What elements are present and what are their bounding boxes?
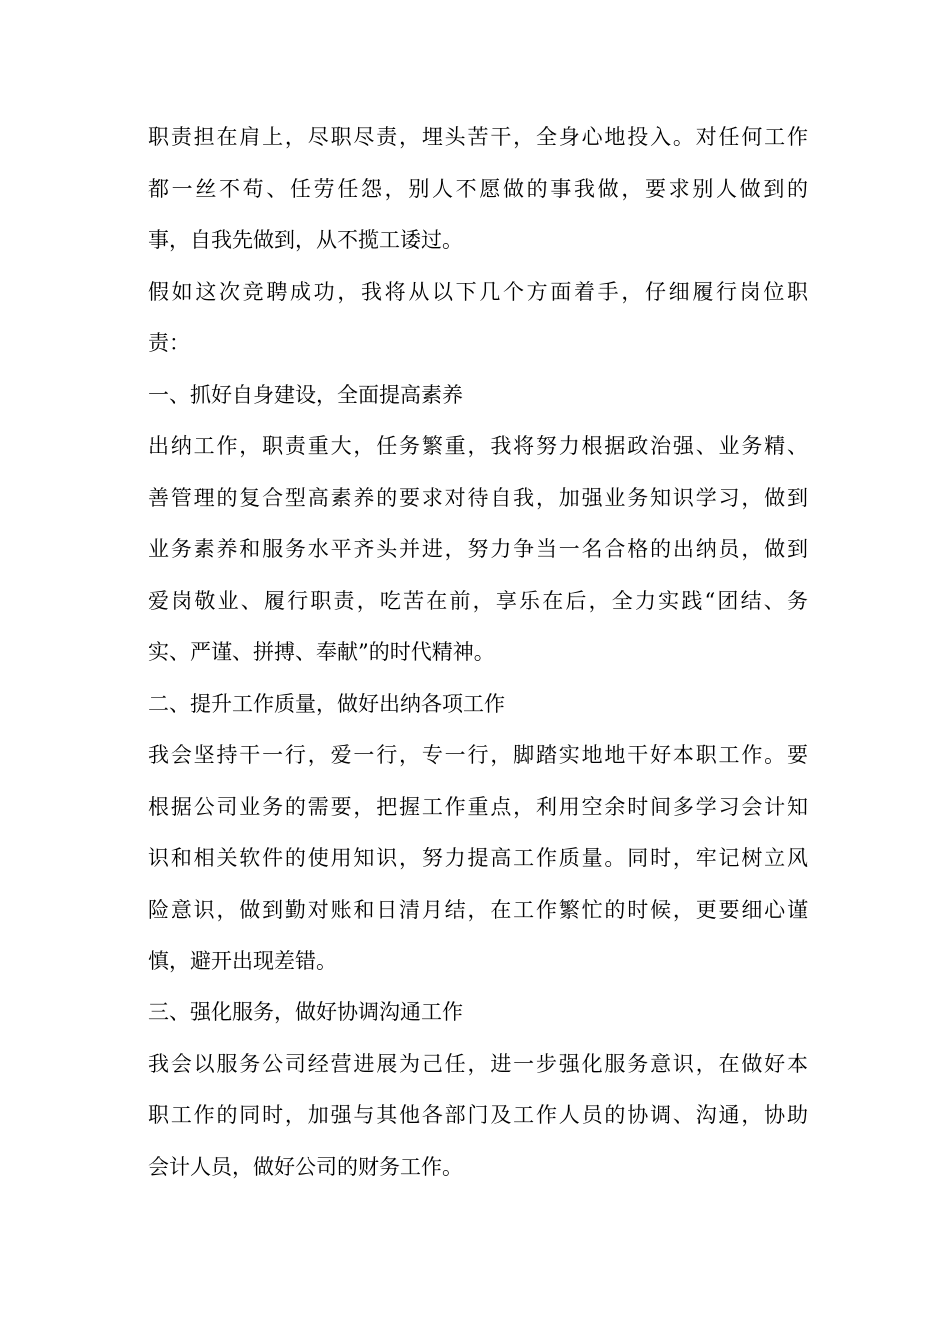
text-line: 事，自我先做到，从不揽工诿过。 (148, 228, 463, 252)
text-line: 爱岗敬业、履行职责，吃苦在前，享乐在后，全力实践“团结、务 (148, 589, 808, 613)
text-line: 善管理的复合型高素养的要求对待自我，加强业务知识学习，做到 (148, 486, 808, 510)
text-line: 责： (148, 331, 190, 355)
text-line: 险意识，做到勤对账和日清月结，在工作繁忙的时候，更要细心谨 (148, 898, 808, 922)
text-line: 职工作的同时，加强与其他各部门及工作人员的协调、沟通，协助 (148, 1103, 808, 1127)
text-line: 我会坚持干一行，爱一行，专一行，脚踏实地地干好本职工作。要 (148, 743, 808, 767)
text-line: 出纳工作，职责重大，任务繁重，我将努力根据政治强、业务精、 (148, 434, 808, 458)
text-line: 慎，避开出现差错。 (148, 949, 337, 973)
section-heading: 一、抓好自身建设，全面提高素养 (148, 383, 463, 407)
text-line: 会计人员，做好公司的财务工作。 (148, 1155, 463, 1179)
text-line: 都一丝不苟、任劳任怨，别人不愿做的事我做，要求别人做到的 (148, 177, 808, 201)
section-heading: 二、提升工作质量，做好出纳各项工作 (148, 692, 505, 716)
text-line: 职责担在肩上，尽职尽责，埋头苦干，全身心地投入。对任何工作 (148, 125, 808, 149)
text-line: 实、严谨、拼搏、奉献”的时代精神。 (148, 640, 495, 664)
text-line: 业务素养和服务水平齐头并进，努力争当一名合格的出纳员，做到 (148, 537, 808, 561)
section-heading: 三、强化服务，做好协调沟通工作 (148, 1000, 463, 1024)
text-line: 我会以服务公司经营进展为己任，进一步强化服务意识，在做好本 (148, 1052, 808, 1076)
text-line: 识和相关软件的使用知识，努力提高工作质量。同时，牢记树立风 (148, 846, 808, 870)
text-line: 根据公司业务的需要，把握工作重点，利用空余时间多学习会计知 (148, 795, 808, 819)
text-line: 假如这次竞聘成功，我将从以下几个方面着手，仔细履行岗位职 (148, 280, 808, 304)
